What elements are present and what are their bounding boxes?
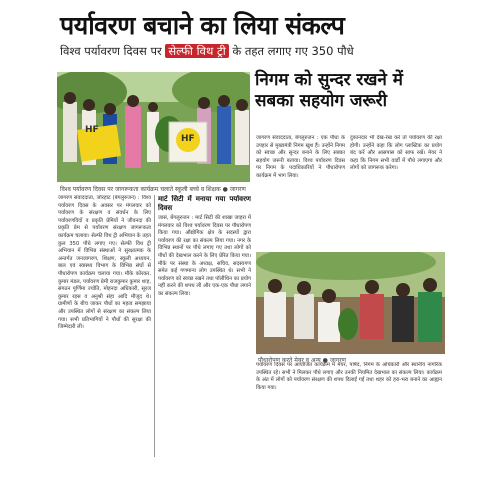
subhead-highlight: सेल्फी विथ ट्री [165,44,228,58]
column-1-text: जागरण संवाददाता, जोरहाट (बेंगलुरुजन) : विश्व पर्यावरण दिवस के अवसर पर मंगलवार को पर्यावरण के संरक्षण व संवर्धन के लिए पर्यावरणविदों व प्रकृति प्रेमियों ने जीवनदा की प्रकृति प्रेम से पर्यावरण संरक्षण जागरूकता कार्यक्रम चलाया। सेल्फी विथ ट्री अभियान के तहत कुल 350 पौधे लगाए गए। सेल्फी विथ ट्री अभियान में विभिन्न संस्थाओं ने सुरक्षात्मक के अन्तर्गत जनजागरण, शिक्षण, स्कूली अध्ययन, बाल एवं स्वास्थ्य विभाग के विभिन्न संघों से पौधारोपण कार्यक्रम चलाया गया। मौके कोरकर, कुमार मंडल, पर्यावरण प्रेमी राजकुमार कुमार शाह, संगठन पूर्णिमा ज्योति, मोहनदा अधिकारी, सूरज कुमार रहस व अनुश्री संहा आदि मौजूद थे। ग्रामीणों के बीच जाकर पौधों का महत्व समझाया और उपस्थित लोगों से संरक्षण का संकल्प लिया गया। सभी प्रतिभागियों ने पौधों की सुरक्षा की जिम्मेदारी ली। [58,195,151,331]
column-2-text: जासं, बेंगलुरुजन : मार्ट सिटी की शाखा जाहरा में मंगलवार को विश्व पर्यावरण दिवस पर पौधारोपण किया गया। औद्योगिक क्षेत्र के सदस्यों द्वारा पर्यावरण की रक्षा का संकल्प लिया गया। नगर के विभिन्न स्थानों पर पौधे लगाए गए तथा लोगों को पौधों की देखभाल करने के लिए प्रेरित किया गया। मौके पर संस्था के अध्यक्ष, सचिव, सदस्यगण समेत कई गणमान्य लोग उपस्थित थे। सभी ने पर्यावरण को स्वच्छ रखने तथा पॉलीथिन का प्रयोग नहीं करने की शपथ ली और एक-एक पौधा लगाने का संकल्प लिया। [158,215,251,297]
photo1-caption: विश्व पर्यावरण दिवस पर जागरूकता कार्यक्रम चलाते स्कूली बच्चे व शिक्षक ● जागरण [60,186,246,193]
banner-left-text: HF [85,125,99,135]
subhead [60,44,354,59]
column-3-text: जागरण संवाददाता, बेंगलुरुजन : एक पौधा के उपहार से मुख्यमंत्री निगम खुश हैं। उन्होंने निगम को स्वच्छ और सुन्दर बनाने के लिए सबका सहयोग जरूरी बताया। विश्व पर्यावरण दिवस पर निगम के पदाधिकारियों ने पौधारोपण कार्यक्रम में भाग लिया। [256,135,345,179]
column-5-text: पर्यावरण दिवस पर आयोजित कार्यक्रम में मेयर, पार्षद, निगम के अधिकारी और स्थानीय नागरिक उपस्थित रहे। सभी ने मिलकर पौधे लगाए और उनकी नियमित देखभाल का संकल्प लिया। कार्यक्रम के अंत में लोगों को पर्यावरण संरक्षण की शपथ दिलाई गई तथा शहर को हरा-भरा बनाने का आह्वान किया गया। [256,362,442,391]
column-4-text: दुकानदार भी देख-रेख करें तो पर्यावरण की रक्षा होगी। उन्होंने कहा कि लोग प्लास्टिक का प्रयोग बंद करें और आसपास को साफ रखें। मेयर ने कहा कि निगम सभी वार्डों में पौधे लगाएगा और लोगों को जागरूक करेगा। [350,135,442,172]
second-headline: निगम को सुन्दर रखने में सबका सहयोग जरूरी [255,70,403,111]
column-divider [154,195,155,457]
article-column-3 [256,135,345,247]
photo-mayor-scene [256,252,445,354]
photo2-caption: पौधारोपण करते मेयर व अन्य ● जागरण [258,357,346,364]
banner-right-text: HF [181,134,195,144]
column-2-title: मार्ट सिटी में मनाया गया पर्यावरण दिवस [158,195,251,212]
article-column-4 [350,135,442,247]
article-column-1 [58,195,151,457]
headline: पर्यावरण बचाने का लिया संकल्प [60,11,345,40]
photo-mayor-plantation [256,252,445,354]
subhead-before: विश्व पर्यावरण दिवस पर [60,44,166,58]
subhead-after: के तहत लगाए गए 350 पौधे [228,44,354,58]
article-column-2 [158,195,251,455]
article-column-5 [256,362,442,458]
